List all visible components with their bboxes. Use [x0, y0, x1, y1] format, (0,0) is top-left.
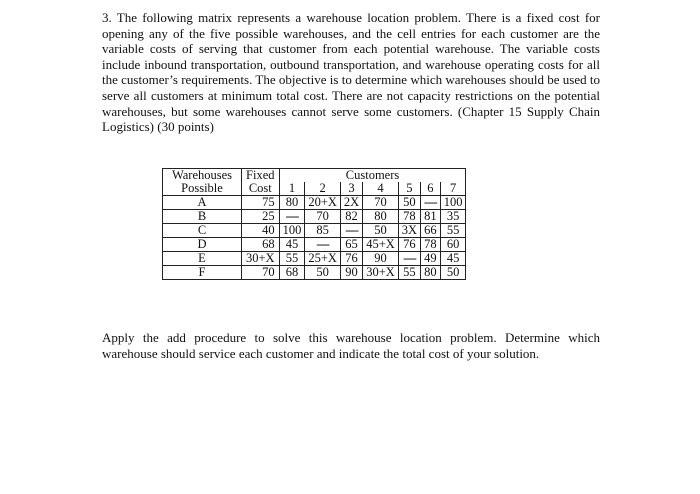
fixed-cost-cell: 68: [242, 238, 280, 252]
header-customer-7: 7: [440, 182, 466, 196]
warehouse-label: C: [163, 224, 242, 238]
variable-cost-cell: 25+X: [305, 252, 341, 266]
variable-cost-cell: 50: [305, 266, 341, 280]
fixed-cost-cell: 70: [242, 266, 280, 280]
variable-cost-cell: 81: [421, 210, 441, 224]
header-possible: Possible: [163, 182, 242, 196]
variable-cost-cell: 50: [398, 196, 420, 210]
variable-cost-cell: 3X: [398, 224, 420, 238]
header-customer-1: 1: [279, 182, 305, 196]
variable-cost-cell: ----: [340, 224, 362, 238]
variable-cost-cell: ----: [279, 210, 305, 224]
variable-cost-cell: 65: [340, 238, 362, 252]
variable-cost-cell: 70: [363, 196, 399, 210]
header-customers: Customers: [279, 169, 466, 183]
header-fixed: Fixed: [242, 169, 280, 183]
variable-cost-cell: 80: [421, 266, 441, 280]
variable-cost-cell: 55: [398, 266, 420, 280]
header-customer-2: 2: [305, 182, 341, 196]
variable-cost-cell: 2X: [340, 196, 362, 210]
table-row: [163, 196, 466, 210]
warehouse-label: E: [163, 252, 242, 266]
variable-cost-cell: 82: [340, 210, 362, 224]
variable-cost-cell: 35: [440, 210, 466, 224]
variable-cost-cell: 70: [305, 210, 341, 224]
warehouse-label: D: [163, 238, 242, 252]
fixed-cost-cell: 25: [242, 210, 280, 224]
header-customer-3: 3: [340, 182, 362, 196]
variable-cost-cell: 30+X: [363, 266, 399, 280]
variable-cost-cell: 76: [340, 252, 362, 266]
variable-cost-cell: 68: [279, 266, 305, 280]
variable-cost-cell: 85: [305, 224, 341, 238]
variable-cost-cell: 45: [440, 252, 466, 266]
variable-cost-cell: 80: [279, 196, 305, 210]
header-customer-5: 5: [398, 182, 420, 196]
variable-cost-cell: 76: [398, 238, 420, 252]
warehouse-label: A: [163, 196, 242, 210]
variable-cost-cell: 45: [279, 238, 305, 252]
instruction-statement: Apply the add procedure to solve this warehouse location problem. Determine which warehouse should service each customer and indicate the total cost of your solution.: [102, 330, 600, 361]
variable-cost-cell: 49: [421, 252, 441, 266]
variable-cost-cell: 78: [421, 238, 441, 252]
fixed-cost-cell: 40: [242, 224, 280, 238]
table-row: [163, 266, 466, 280]
variable-cost-cell: 55: [279, 252, 305, 266]
variable-cost-cell: 50: [440, 266, 466, 280]
variable-cost-cell: 66: [421, 224, 441, 238]
header-customer-4: 4: [363, 182, 399, 196]
table-row: [163, 238, 466, 252]
variable-cost-cell: 90: [340, 266, 362, 280]
variable-cost-cell: 100: [440, 196, 466, 210]
variable-cost-cell: 45+X: [363, 238, 399, 252]
header-customer-6: 6: [421, 182, 441, 196]
variable-cost-cell: ----: [398, 252, 420, 266]
header-warehouses: Warehouses: [163, 169, 242, 183]
variable-cost-cell: 90: [363, 252, 399, 266]
warehouse-label: F: [163, 266, 242, 280]
table-row: [163, 210, 466, 224]
variable-cost-cell: 20+X: [305, 196, 341, 210]
warehouse-label: B: [163, 210, 242, 224]
variable-cost-cell: 60: [440, 238, 466, 252]
table-row: [163, 252, 466, 266]
table-header-row-2: [163, 182, 466, 196]
variable-cost-cell: 78: [398, 210, 420, 224]
variable-cost-cell: ----: [305, 238, 341, 252]
variable-cost-cell: 80: [363, 210, 399, 224]
fixed-cost-cell: 30+X: [242, 252, 280, 266]
problem-statement: 3. The following matrix represents a warehouse location problem. There is a fixed cost for opening any of the five possible warehouses, and the cell entries for each customer are the variable costs of serving that customer from each potential warehouse. The variable costs include inbound transportation, outbound transportation, and warehouse operating costs for all the customer’s requirements. The objective is to determine which warehouses should be used to serve all customers at minimum total cost. There are not capacity restrictions on the potential warehouses, but some warehouses cannot serve some customers. (Chapter 15 Supply Chain Logistics) (30 points): [102, 10, 600, 135]
fixed-cost-cell: 75: [242, 196, 280, 210]
warehouse-cost-matrix: [162, 168, 466, 280]
table-header-row-1: [163, 169, 466, 183]
table-row: [163, 224, 466, 238]
variable-cost-cell: 50: [363, 224, 399, 238]
variable-cost-cell: 55: [440, 224, 466, 238]
header-cost: Cost: [242, 182, 280, 196]
variable-cost-cell: ----: [421, 196, 441, 210]
variable-cost-cell: 100: [279, 224, 305, 238]
